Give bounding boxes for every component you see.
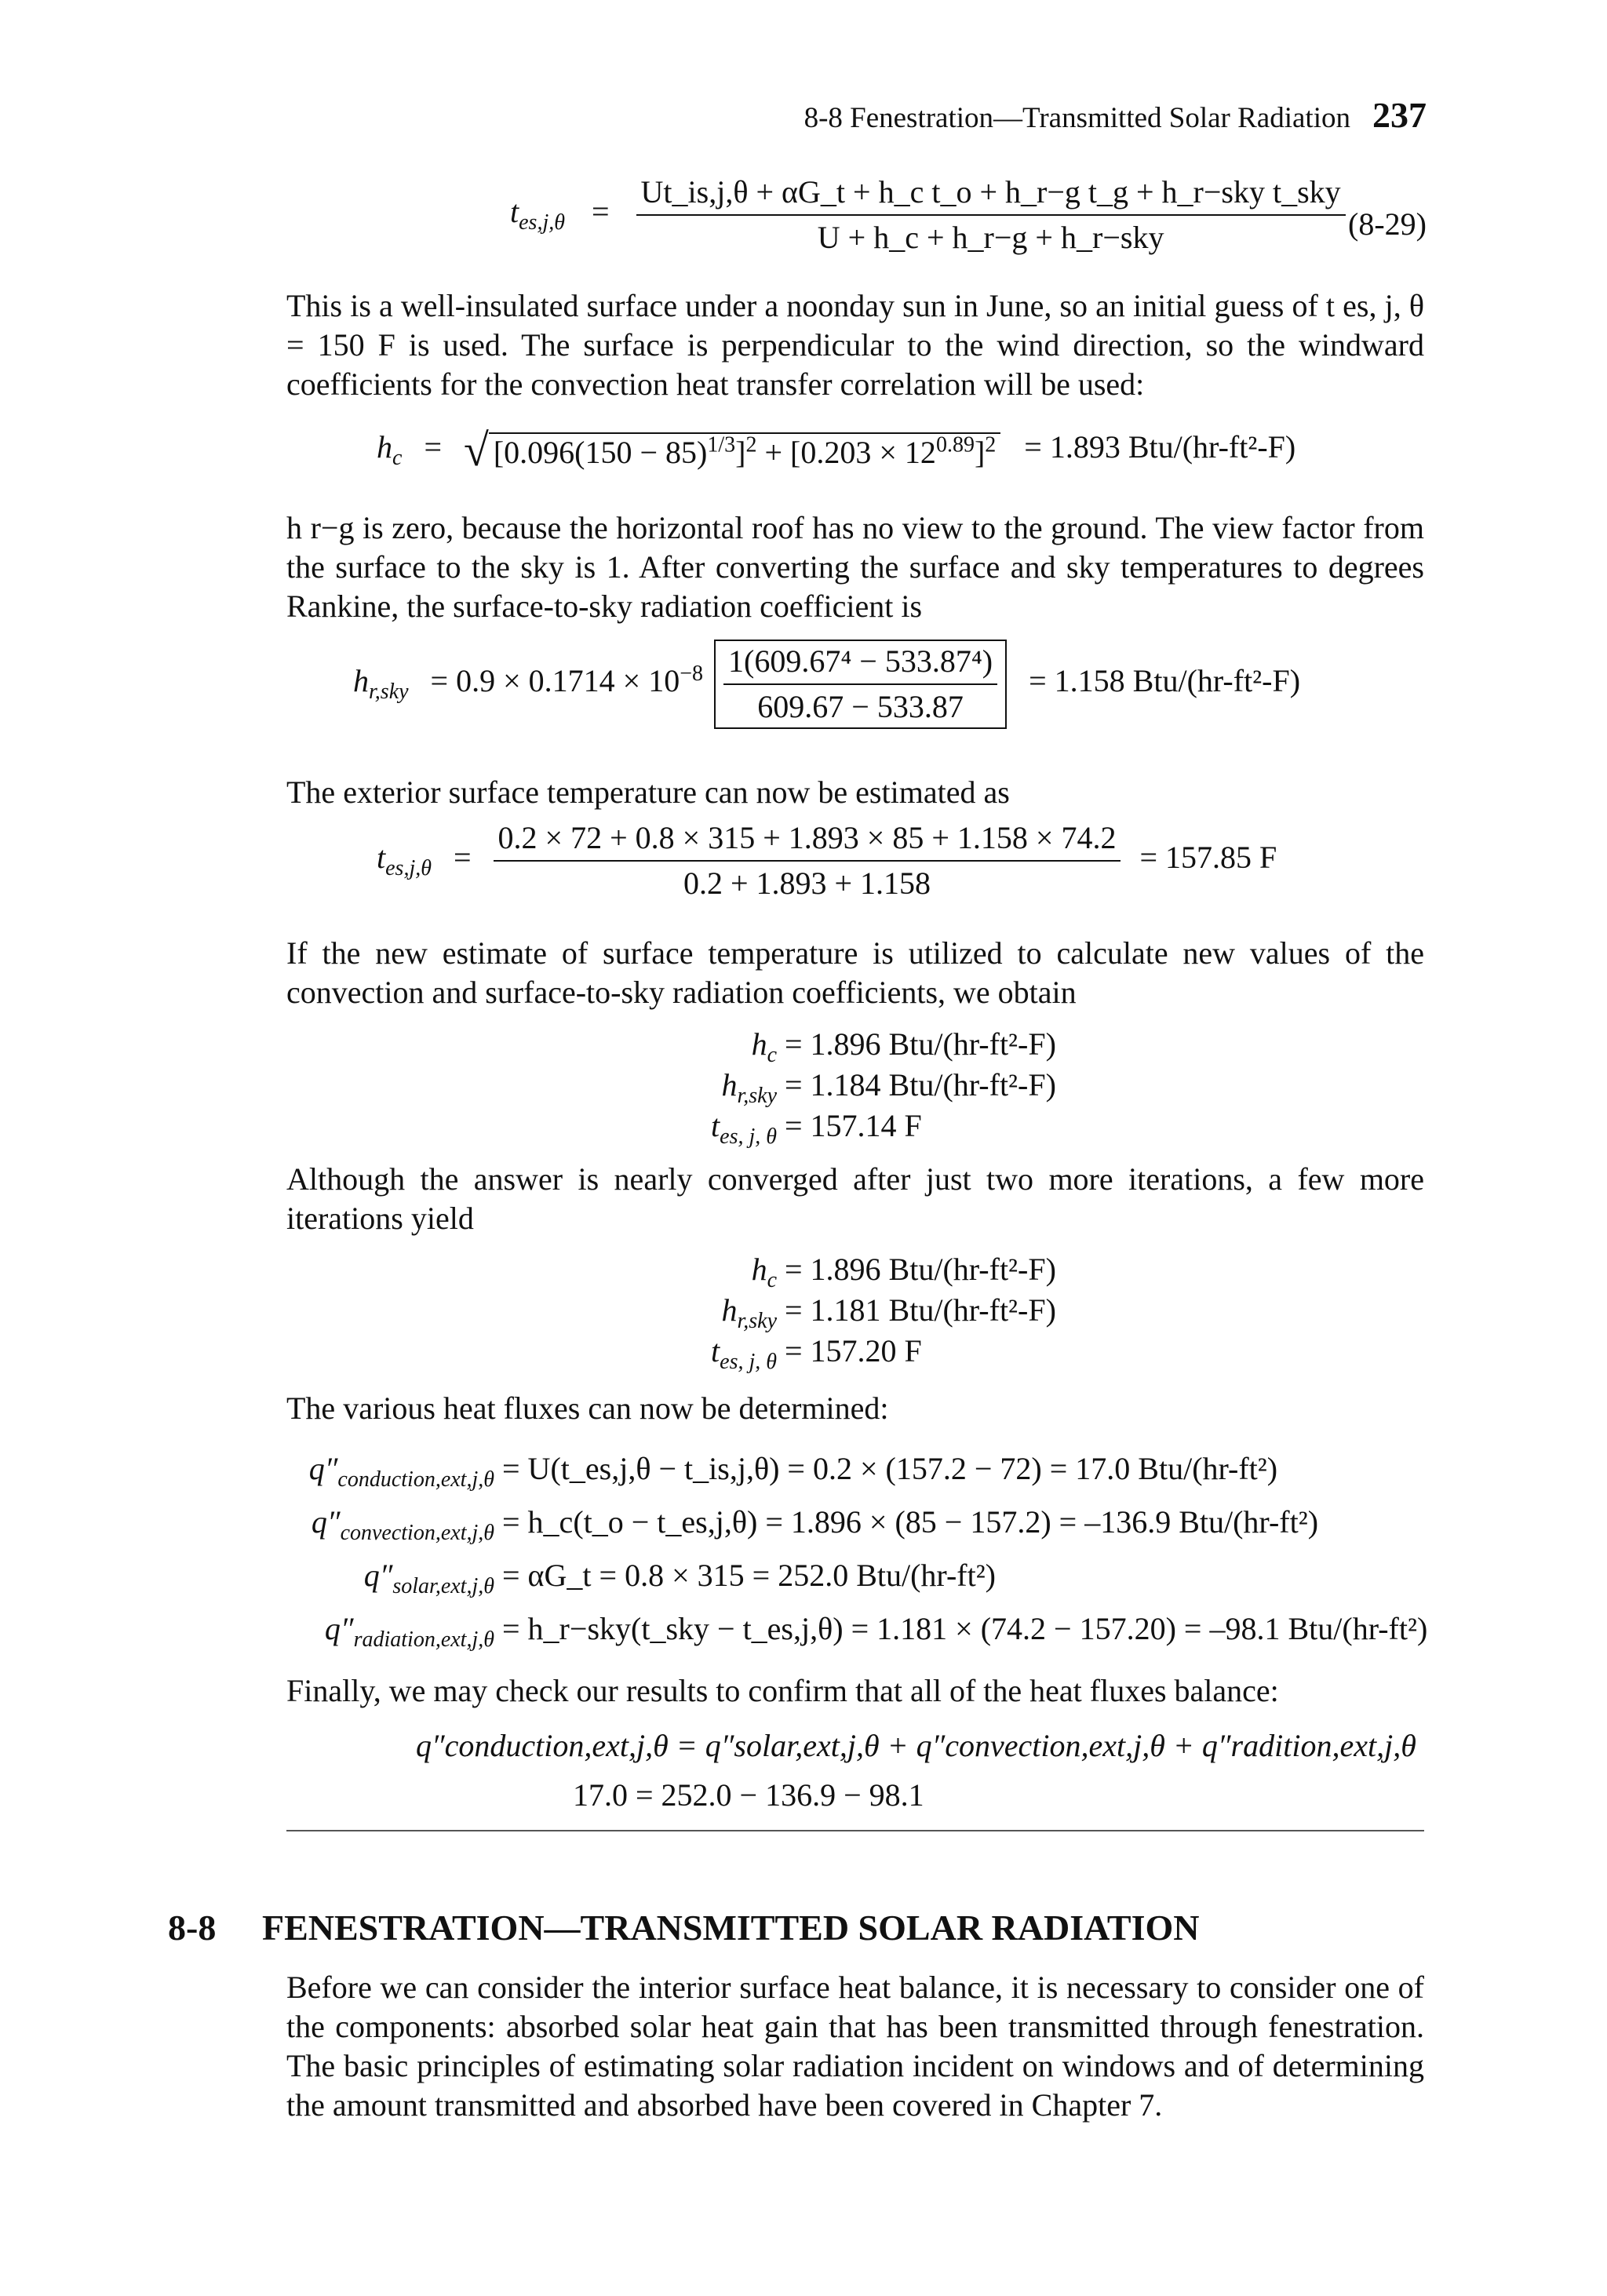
paragraph-2: h r−g is zero, because the horizontal roof has no view to the ground. The view factor from the surface to the sky is 1. After converting the surface and sky temperatures to degrees Rankine, the surface-to-sky radiation coefficient is — [286, 510, 1424, 624]
paragraph-5: Although the answer is nearly converged after just two more iterations, a few more iterations yield — [286, 1161, 1424, 1236]
flux-row: $q''_{conduction,ext,j,\theta}$ = U(t_es,j,θ − t_is,j,θ) = 0.2 × (157.2 − 72) = 17.0 Btu/(hr-ft²) — [308, 1451, 1278, 1492]
square-root: √ $[0.096(150 - 85)^{1/3}]^2 + [0.203 \times 12^{0.89}]^2$ — [464, 428, 1000, 473]
equation-8-29: $t_{es,j,\theta}$ = $\frac{\text{Ut\_is,j,θ + αG\_t + h\_c t\_o + h\_r−g t\_g + h\_r−sky t\_sky}}{\text{U + h\_c + h\_r−g + h\_r−sky}}$ — [510, 177, 1346, 253]
hc-result: = 1.893 Btu/(hr-ft²-F) — [1024, 429, 1296, 465]
hrsky-numerator: 1(609.67⁴ − 533.87⁴) — [723, 646, 997, 685]
paragraph-1: This is a well-insulated surface under a noonday sun in June, so an initial guess of t es, j, θ = 150 F is used. The surface is perpendicular to the wind direction, so the windward coefficients for the convection heat transfer correlation will be used: — [286, 288, 1424, 402]
section-heading — [168, 1907, 1200, 1948]
heat-flux-equations — [275, 1442, 1427, 1656]
example-end-rule — [286, 1830, 1424, 1831]
equation-hc: $h_c$ = √ $[0.096(150 - 85)^{1/3}]^2 + [0.203 \times 12^{0.89}]^2 = 1.893$ Btu/(hr-ft²-F) — [377, 425, 1296, 476]
section-title: FENESTRATION—TRANSMITTED SOLAR RADIATION — [262, 1908, 1200, 1948]
iteration-2-row: $t_{es, j, \theta} = 157.20$ F — [711, 1333, 922, 1374]
iteration-2-results — [659, 1249, 1056, 1372]
paragraph-4: If the new estimate of surface temperature is utilized to calculate new values of the convection and surface-to-sky radiation coefficients, we obtain — [286, 935, 1424, 1010]
section-number: 8-8 — [168, 1908, 217, 1948]
hrsky-result: = 1.158 Btu/(hr-ft²-F) — [1029, 663, 1301, 699]
paragraph-6: The various heat fluxes can now be determined: — [286, 1390, 889, 1426]
iteration-1-results — [659, 1024, 1056, 1149]
page-number: 237 — [1372, 95, 1427, 135]
eq-8-29-numerator: Ut_is,j,θ + αG_t + h_c t_o + h_r−g t_g + h_r−sky t_sky — [636, 177, 1346, 216]
iteration-1-row: $h_c = 1.896$ Btu/(hr-ft²-F) — [751, 1026, 1056, 1067]
flux-row: $q''_{solar,ext,j,\theta}$ = αG_t = 0.8 × 315 = 252.0 Btu/(hr-ft²) — [363, 1558, 997, 1598]
iteration-1-row: $t_{es, j, \theta} = 157.14$ F — [711, 1108, 922, 1149]
equation-number: (8-29) — [1348, 206, 1427, 242]
tes-numerator: 0.2 × 72 + 0.8 × 315 + 1.893 × 85 + 1.158 × 74.2 — [494, 822, 1121, 862]
iteration-2-row: $h_c = 1.896$ Btu/(hr-ft²-F) — [751, 1252, 1056, 1292]
flux-row: $q''_{convection,ext,j,\theta}$ = h_c(t_o − t_es,j,θ) = 1.896 × (85 − 157.2) = –136.9 Btu/(hr-ft²) — [311, 1504, 1319, 1545]
eq-8-29-fraction — [636, 174, 1346, 255]
balance-equation-line-2: 17.0 = 252.0 − 136.9 − 98.1 — [573, 1777, 924, 1813]
running-header — [804, 94, 1427, 136]
flux-row: $q''_{radiation,ext,j,\theta}$ = h_r−sky(t_sky − t_es,j,θ) = 1.181 × (74.2 − 157.20) = –98.1 Btu/(hr-ft²) — [324, 1611, 1428, 1652]
equation-tes: $t_{es,j,\theta}$ = $\frac{0.2 \times 72 + 0.8 \times 315 + 1.893 \times 85 + 1.158 \times 74.2}{0.2 + 1.893 + 1.158}$ = 157.85 F — [377, 820, 1277, 901]
running-title: 8-8 Fenestration—Transmitted Solar Radiation — [804, 102, 1350, 134]
tes-result: = 157.85 F — [1139, 840, 1277, 876]
eq-8-29-denominator: U + h_c + h_r−g + h_r−sky — [817, 220, 1164, 255]
iteration-1-row: $h_{r,sky} = 1.184$ Btu/(hr-ft²-F) — [721, 1067, 1056, 1108]
hrsky-denominator: 609.67 − 533.87 — [757, 689, 964, 724]
paragraph-8: Before we can consider the interior surface heat balance, it is necessary to consider one of the components: absorbed solar heat gain that has been transmitted through fenestration. The basic principles of estimating solar radiation incident on windows and of determining the amount transmitted and absorbed have been covered in Chapter 7. — [286, 1970, 1424, 2123]
equation-hrsky: $h_{r,sky} = 0.9 \times 0.1714 \times 10^{-8}$ $\frac{\text{1(609.67⁴ − 533.87⁴)}}{609.67 - 533.87}$ = 1.158 Btu/(hr-ft²-F) — [353, 640, 1300, 729]
bracket-group — [714, 640, 1007, 729]
paragraph-3: The exterior surface temperature can now be estimated as — [286, 774, 1010, 810]
iteration-2-row: $h_{r,sky} = 1.181$ Btu/(hr-ft²-F) — [721, 1292, 1056, 1333]
tes-denominator: 0.2 + 1.893 + 1.158 — [683, 866, 931, 901]
balance-equation-line-1: q″conduction,ext,j,θ = q″solar,ext,j,θ + q″convection,ext,j,θ + q″radition,ext,j,θ — [416, 1728, 1416, 1763]
paragraph-7: Finally, we may check our results to confirm that all of the heat fluxes balance: — [286, 1673, 1279, 1708]
